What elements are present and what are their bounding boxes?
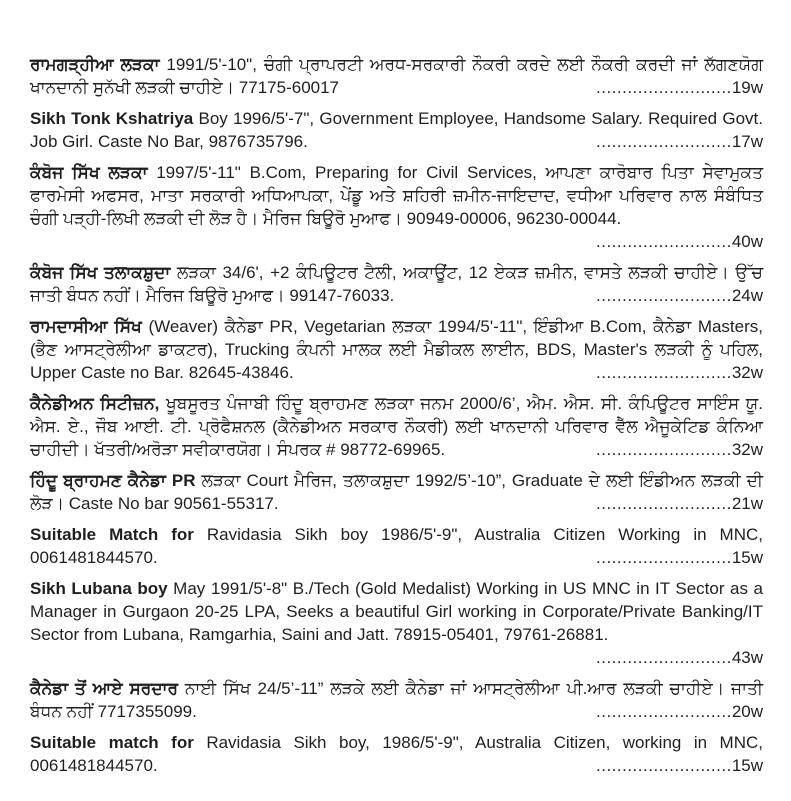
ad-text [30, 392, 763, 461]
ad-body-text: 1997/5'-11" B.Com, Preparing for Civil Services, ਆਪਣਾ ਕਾਰੋਬਾਰ ਪਿਤਾ ਸੇਵਾਮੁਕਤ ਫਾਰਮੇਸੀ ਅਫਸਰ, ਮਾਤਾ ਸਰਕਾਰੀ ਅਧਿਆਪਕਾ, ਪੇਂਡੂ ਅਤੇ ਸ਼ਹਿਰੀ ਜ਼ਮੀਨ-ਜਾਇਦਾਦ, ਵਧੀਆ ਪਰਿਵਾਰ ਨਾਲ ਸੰਬੰਧਿਤ ਚੰਗੀ ਪੜ੍ਹੀ-ਲਿਖੀ ਲੜਕੀ ਦੀ ਲੋੜ ਹੈ। ਮੈਰਿਜ ਬਿਊਰੋ ਮੁਆਫ। 90949-00006, 96230-00044. [30, 163, 763, 228]
ad-text [30, 107, 763, 153]
word-count-leader [590, 130, 763, 153]
word-count-leader [590, 492, 763, 515]
word-count-value: 20w [731, 702, 763, 721]
ad-body-text: ਲੜਕਾ Court ਮੈਰਿਜ, ਤਲਾਕਸ਼ੁਦਾ 1992/5’-10”, Graduate ਦੇ ਲਈ ਇੰਡੀਅਨ ਲੜਕੀ ਦੀ ਲੋੜ। Caste No bar 90561-55317. [30, 471, 763, 513]
word-count-value: 40w [731, 232, 763, 251]
word-count-leader [590, 438, 763, 461]
word-count-leader [590, 754, 763, 777]
dot-leader: .......................... [596, 648, 732, 667]
dot-leader: .......................... [596, 286, 732, 305]
ad-text [30, 523, 763, 569]
ad-text [30, 731, 763, 777]
ad-text [30, 315, 763, 384]
word-count-value: 17w [731, 132, 763, 151]
classified-ad [30, 107, 763, 153]
ad-body-text: (Weaver) ਕੈਨੇਡਾ PR, Vegetarian ਲੜਕਾ 1994/5'-11", ਇੰਡੀਆ B.Com, ਕੈਨੇਡਾ Masters, (ਭੈਣ ਆਸਟ੍ਰੇਲੀਆ ਡਾਕਟਰ), Trucking ਕੰਪਨੀ ਮਾਲਕ ਲਈ ਮੈਡੀਕਲ ਲਾਈਨ, BDS, Master's ਲੜਕੀ ਨੂੰ ਪਹਿਲ, Upper Caste no Bar. 82645-43846. [30, 317, 763, 382]
word-count-value: 15w [731, 756, 763, 775]
ad-body-text: Ravidasia Sikh boy 1986/5'-9", Australia Citizen Working in MNC, 0061481844570. [30, 525, 763, 567]
word-count-value: 21w [731, 494, 763, 513]
classified-ad [30, 261, 763, 307]
classified-ad [30, 469, 763, 515]
ad-lead-caption: ਕੈਨੇਡਾ ਤੋਂ ਆਏ ਸਰਦਾਰ [30, 679, 179, 698]
dot-leader: .......................... [596, 756, 732, 775]
classified-ad [30, 577, 763, 669]
dot-leader: .......................... [596, 232, 732, 251]
ad-lead-caption: ਹਿੰਦੂ ਬ੍ਰਾਹਮਣ ਕੈਨੇਡਾ PR [30, 471, 196, 490]
ad-lead-caption: ਕੰਬੋਜ ਸਿੱਖ ਲੜਕਾ [30, 163, 148, 182]
dot-leader: .......................... [596, 440, 732, 459]
word-count-value: 24w [731, 286, 763, 305]
word-count-leader [590, 700, 763, 723]
dot-leader: .......................... [596, 363, 732, 382]
ad-lead-caption: ਰਾਮਗੜ੍ਹੀਆ ਲੜਕਾ [30, 55, 160, 74]
ad-text [30, 469, 763, 515]
ad-text [30, 261, 763, 307]
ad-body-text: ਖੂਬਸੂਰਤ ਪੰਜਾਬੀ ਹਿੰਦੂ ਬ੍ਰਾਹਮਣ ਲੜਕਾ ਜਨਮ 2000/6’, ਐਮ. ਐਸ. ਸੀ. ਕੰਪਿਊਟਰ ਸਾਇੰਸ ਯੂ. ਐਸ. ਏ., ਜੌਬ ਆਈ. ਟੀ. ਪ੍ਰੋਫੈਸ਼ਨਲ (ਕੈਨੇਡੀਅਨ ਸਰਕਾਰ ਨੌਕਰੀ) ਲਈ ਖਾਨਦਾਨੀ ਪਰਿਵਾਰ ਵੈੱਲ ਐਜੂਕੇਟਿਡ ਕੰਨਿਆ ਚਾਹੀਦੀ। ਖੱਤਰੀ/ਅਰੋੜਾ ਸਵੀਕਾਰਯੋਗ। ਸੰਪਰਕ # 98772-69965. [30, 394, 763, 459]
dot-leader: .......................... [596, 494, 732, 513]
classified-ad [30, 315, 763, 384]
ad-body-text: Boy 1996/5'-7", Government Employee, Handsome Salary. Required Govt. Job Girl. Caste No Bar, 9876735796. [30, 109, 763, 151]
ad-text [30, 677, 763, 723]
word-count-leader [590, 284, 763, 307]
classified-ad [30, 392, 763, 461]
word-count-value: 32w [731, 440, 763, 459]
classified-ad [30, 53, 763, 99]
word-count-value: 43w [731, 648, 763, 667]
word-count-leader [590, 230, 763, 253]
dot-leader: .......................... [596, 548, 732, 567]
word-count-value: 15w [731, 548, 763, 567]
classified-ad [30, 731, 763, 777]
dot-leader: .......................... [596, 132, 732, 151]
word-count-leader [590, 646, 763, 669]
word-count-leader [590, 546, 763, 569]
word-count-value: 32w [731, 363, 763, 382]
ad-body-text: Ravidasia Sikh boy, 1986/5'-9", Australia Citizen, working in MNC, 0061481844570. [30, 733, 763, 775]
classified-ad [30, 523, 763, 569]
ad-body-text: May 1991/5'-8" B./Tech (Gold Medalist) Working in US MNC in IT Sector as a Manager in Gurgaon 20-25 LPA, Seeks a beautiful Girl working in Corporate/Private Banking/IT Sector from Lubana, Ramgarhia, Saini and Jatt. 78915-05401, 79761-26881. [30, 579, 763, 644]
ad-lead-caption: ਕੰਬੋਜ ਸਿੱਖ ਤਲਾਕਸ਼ੁਦਾ [30, 263, 171, 282]
word-count-leader [590, 76, 763, 99]
ad-lead-caption: ਰਾਮਦਾਸੀਆ ਸਿੱਖ [30, 317, 142, 336]
ad-body-text: ਨਾਈ ਸਿੱਖ 24/5’-11” ਲੜਕੇ ਲਈ ਕੈਨੇਡਾ ਜਾਂ ਆਸਟ੍ਰੇਲੀਆ ਪੀ.ਆਰ ਲੜਕੀ ਚਾਹੀਏ। ਜਾਤੀ ਬੰਧਨ ਨਹੀਂ 7717355099. [30, 679, 764, 721]
ad-lead-caption: ਕੈਨੇਡੀਅਨ ਸਿਟੀਜ਼ਨ, [30, 394, 160, 413]
word-count-leader [590, 361, 763, 384]
ad-lead-caption: Suitable Match for [30, 525, 194, 544]
classified-ad [30, 161, 763, 253]
ad-body-text: 1991/5'-10", ਚੰਗੀ ਪ੍ਰਾਪਰਟੀ ਅਰਧ-ਸਰਕਾਰੀ ਨੌਕਰੀ ਕਰਦੇ ਲਈ ਨੌਕਰੀ ਕਰਦੀ ਜਾਂ ਲੱਗਣਯੋਗ ਖਾਨਦਾਨੀ ਸੁਨੱਖੀ ਲੜਕੀ ਚਾਹੀਏ। 77175-60017 [30, 55, 763, 97]
ad-text [30, 577, 763, 669]
ad-text [30, 53, 763, 99]
dot-leader: .......................... [596, 702, 732, 721]
word-count-value: 19w [731, 78, 763, 97]
ad-lead-caption: Suitable match for [30, 733, 194, 752]
ad-lead-caption: Sikh Tonk Kshatriya [30, 109, 194, 128]
ad-lead-caption: Sikh Lubana boy [30, 579, 168, 598]
ad-body-text: ਲੜਕਾ 34/6', +2 ਕੰਪਿਊਟਰ ਟੈਲੀ, ਅਕਾਊਂਟ, 12 ਏਕੜ ਜ਼ਮੀਨ, ਵਾਸਤੇ ਲੜਕੀ ਚਾਹੀਏ। ਉੱਚ ਜਾਤੀ ਬੰਧਨ ਨਹੀਂ। ਮੈਰਿਜ ਬਿਊਰੋ ਮੁਆਫ। 99147-76033. [30, 263, 763, 305]
ad-text [30, 161, 763, 253]
dot-leader: .......................... [596, 78, 732, 97]
classified-ad [30, 677, 763, 723]
